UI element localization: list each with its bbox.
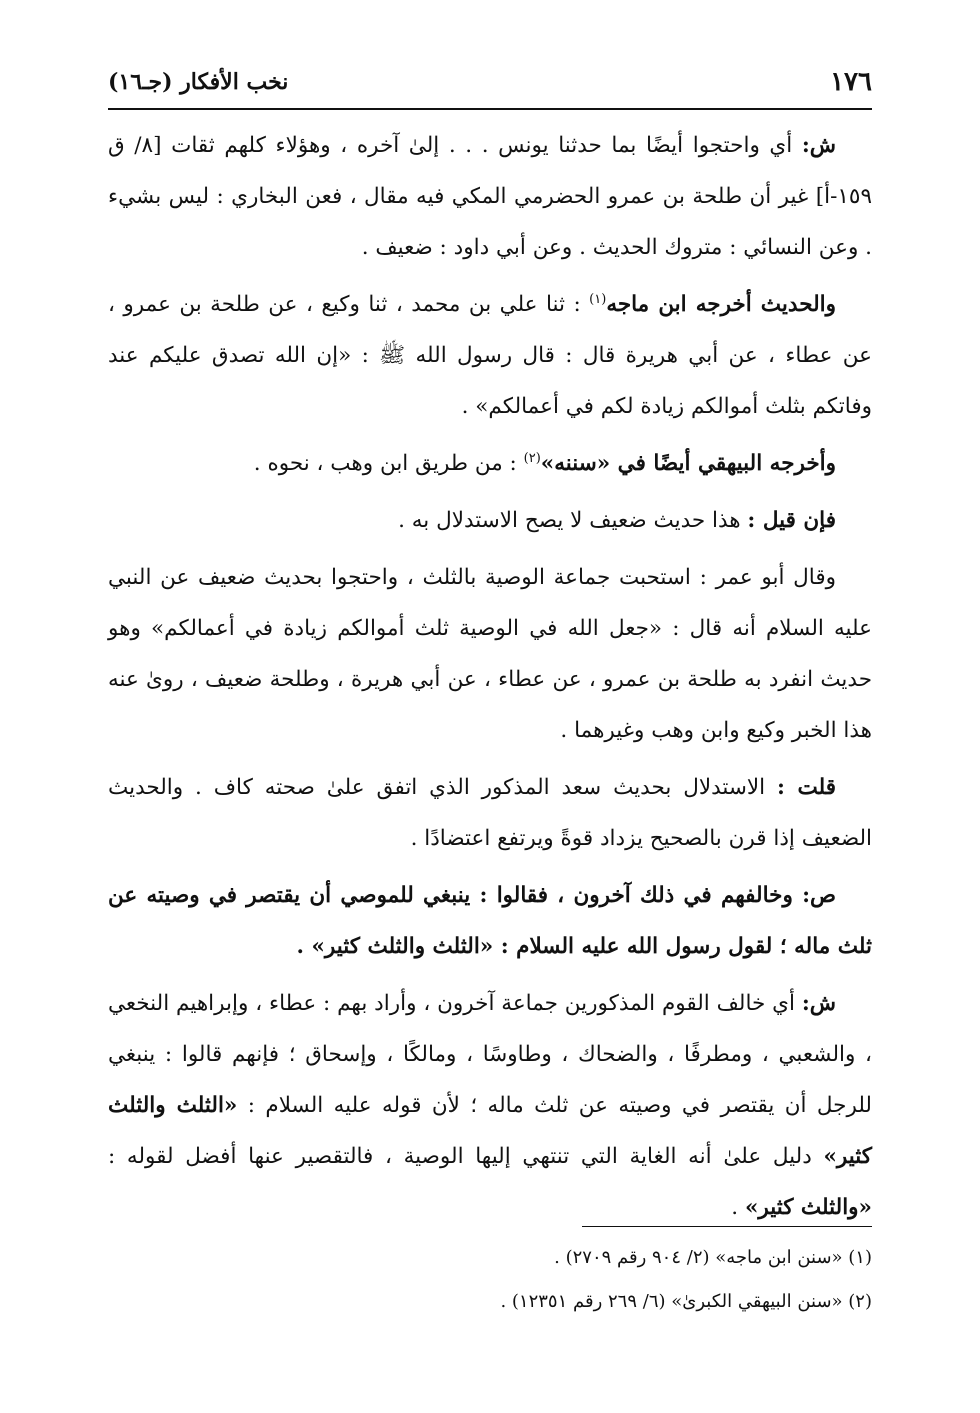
paragraph-2-lead: والحديث أخرجه ابن ماجه [606, 292, 836, 317]
paragraph-4-lead: فإن قيل : [747, 508, 836, 533]
footnotes [108, 1236, 872, 1324]
paragraph-4 [108, 495, 872, 546]
paragraph-5 [108, 552, 872, 756]
paragraph-8-text-end: . [731, 1195, 745, 1220]
footnote-1: (١) «سنن ابن ماجه» (٢/ ٩٠٤ رقم ٢٧٠٩) . [554, 1247, 872, 1268]
paragraph-2-text: : ثنا علي بن محمد ، ثنا وكيع ، عن طلحة بن عمرو ، عن عطاء ، عن أبي هريرة قال : قال رسول الله ﷺ : «إن الله تصدق عليكم عند وفاتكم بثلث أموالكم زيادة لكم في أعمالكم» . [108, 292, 872, 419]
footnote-ref-2[interactable]: (٢) [523, 450, 541, 466]
paragraph-6-lead: قلت : [777, 775, 836, 800]
paragraph-5-text: وقال أبو عمر : استحبت جماعة الوصية بالثلث ، واحتجوا بحديث ضعيف عن النبي عليه السلام أنه قال : «جعل الله في الوصية ثلث أموالكم زيادة في أعمالكم» وهو حديث انفرد به طلحة بن عمرو ، عن عطاء ، عن أبي هريرة ، وطلحة ضعيف ، روىٰ عنه هذا الخبر وكيع وابن وهب وغيرهما . [108, 565, 872, 743]
paragraph-8 [108, 978, 872, 1233]
paragraph-7 [108, 870, 872, 972]
paragraph-3-lead: وأخرجه البيهقي أيضًا في «سننه» [540, 451, 836, 476]
paragraph-4-text: هذا حديث ضعيف لا يصح الاستدلال به . [398, 508, 748, 533]
footnote-ref-1[interactable]: (١) [589, 291, 607, 307]
book-title: نخب الأفكار (جـ١٦) [108, 69, 289, 95]
running-header [108, 62, 872, 102]
header-divider [108, 108, 872, 110]
paragraph-7-lead: ص: وخالفهم في ذلك آخرون ، فقالوا : ينبغي للموصي أن يقتصر في وصيته عن ثلث ماله ؛ لقول رسول الله عليه السلام : «الثلث والثلث كثير» . [108, 883, 872, 959]
paragraph-2 [108, 279, 872, 432]
paragraph-8-lead: ش: [801, 991, 836, 1016]
paragraph-8-text-after: دليل علىٰ أنه الغاية التي تنتهي إليها الوصية ، فالتقصير عنها أفضل لقوله : [108, 1144, 824, 1169]
paragraph-6 [108, 762, 872, 864]
paragraph-8-quote-2: «والثلث كثير» [744, 1195, 872, 1220]
footnote-2: (٢) «سنن البيهقي الكبرىٰ» (٦/ ٢٦٩ رقم ١٢٣٥١) . [500, 1291, 872, 1312]
paragraph-1-text: أي واحتجوا أيضًا بما حدثنا يونس . . . إلىٰ آخره ، وهؤلاء كلهم ثقات [٨/ ق ١٥٩-أ] غير أن طلحة بن عمرو الحضرمي المكي فيه مقال ، فعن البخاري : ليس بشيء . وعن النسائي : متروك الحديث . وعن أبي داود : ضعيف . [108, 133, 872, 260]
paragraph-3-text: : من طريق ابن وهب ، نحوه . [253, 451, 524, 476]
paragraph-6-text: الاستدلال بحديث سعد المذكور الذي اتفق علىٰ صحته كاف . والحديث الضعيف إذا قرن بالصحيح يزداد قوةً ويرتفع اعتضادًا . [108, 775, 872, 851]
paragraph-1 [108, 120, 872, 273]
paragraph-8-text: أي خالف القوم المذكورين جماعة آخرون ، وأراد بهم : عطاء ، وإبراهيم النخعي ، والشعبي ، ومطرفًا ، والضحاك ، وطاوسًا ، ومالكًا ، وإسحاق ؛ فإنهم قالوا : ينبغي للرجل أن يقتصر في وصيته عن ثلث ماله ؛ لأن قوله عليه السلام : [108, 991, 872, 1118]
footnote-divider [582, 1226, 872, 1227]
main-text [108, 120, 872, 1233]
page-number: ١٧٦ [830, 67, 872, 97]
paragraph-3 [108, 438, 872, 489]
paragraph-8-quote-1: «الثلث والثلث كثير» [108, 1093, 872, 1169]
paragraph-1-lead: ش: [801, 133, 837, 158]
